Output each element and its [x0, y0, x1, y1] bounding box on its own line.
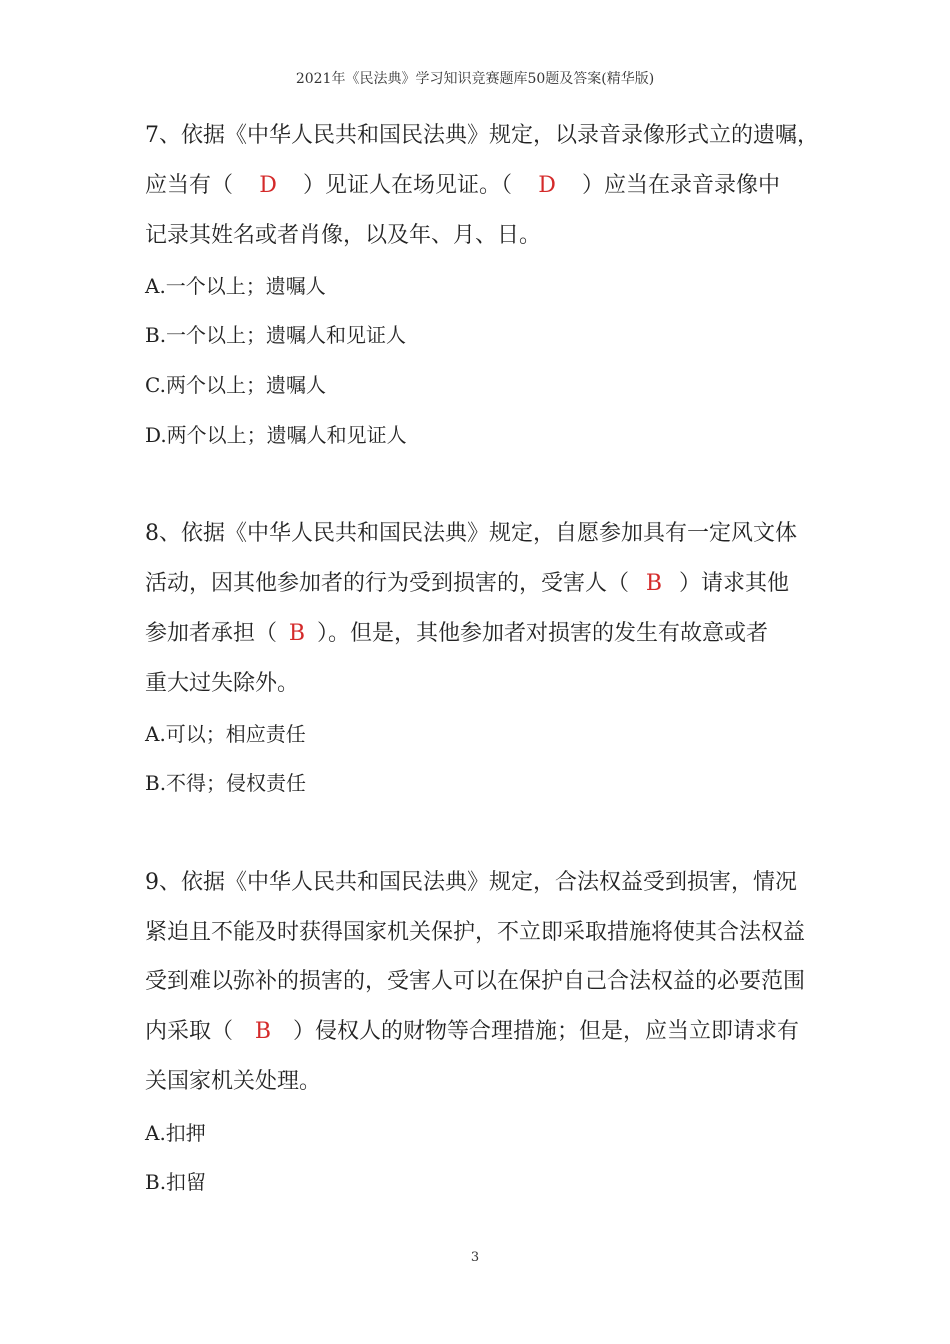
question-text: 关国家机关处理。 — [145, 1069, 322, 1094]
question-text: 紧迫且不能及时获得国家机关保护，不立即采取措施将使其合法权益 — [145, 920, 806, 945]
question-text — [145, 1017, 799, 1047]
text-segment: 参加者承担（ — [145, 621, 278, 646]
option-a: A.一个以上；遗嘱人 — [145, 274, 326, 298]
page-header: 2021年《民法典》学习知识竞赛题库50题及答案(精华版) — [295, 71, 655, 87]
text-segment: ）见证人在场见证。（ — [303, 173, 513, 198]
answer-blank: D — [259, 173, 277, 198]
text-segment: 应当有（ — [145, 173, 234, 198]
question-text — [145, 569, 789, 599]
answer-blank: B — [645, 571, 663, 596]
question-text: 8、依据《中华人民共和国民法典》规定，自愿参加具有一定风文体 — [145, 521, 797, 546]
option-b: B.不得；侵权责任 — [145, 771, 307, 795]
question-text: 重大过失除外。 — [145, 671, 300, 696]
option-c: C.两个以上；遗嘱人 — [145, 373, 326, 397]
text-segment: ）侵权人的财物等合理措施；但是，应当立即请求有 — [293, 1019, 800, 1044]
text-segment: ）请求其他 — [679, 571, 790, 596]
question-text — [145, 171, 780, 201]
text-segment: 活动，因其他参加者的行为受到损害的，受害人（ — [145, 571, 630, 596]
question-text: 7、依据《中华人民共和国民法典》规定，以录音录像形式立的遗嘱， — [145, 123, 819, 148]
option-b: B.一个以上；遗嘱人和见证人 — [145, 323, 407, 347]
text-segment: ）应当在录音录像中 — [582, 173, 781, 198]
option-d: D.两个以上；遗嘱人和见证人 — [145, 423, 407, 447]
option-b: B.扣留 — [145, 1170, 207, 1194]
question-text — [145, 619, 768, 649]
question-text: 受到难以弥补的损害的，受害人可以在保护自己合法权益的必要范围 — [145, 969, 806, 994]
text-segment: ）。但是，其他参加者对损害的发生有故意或者 — [317, 621, 769, 646]
option-a: A.可以；相应责任 — [145, 722, 306, 746]
question-text: 记录其姓名或者肖像，以及年、月、日。 — [145, 223, 542, 248]
answer-blank: B — [254, 1019, 272, 1044]
question-text: 9、依据《中华人民共和国民法典》规定，合法权益受到损害，情况 — [145, 870, 797, 895]
answer-blank: D — [538, 173, 556, 198]
answer-blank: B — [288, 621, 306, 646]
option-a: A.扣押 — [145, 1121, 206, 1145]
text-segment: 内采取（ — [145, 1019, 234, 1044]
page-number: 3 — [470, 1250, 480, 1265]
